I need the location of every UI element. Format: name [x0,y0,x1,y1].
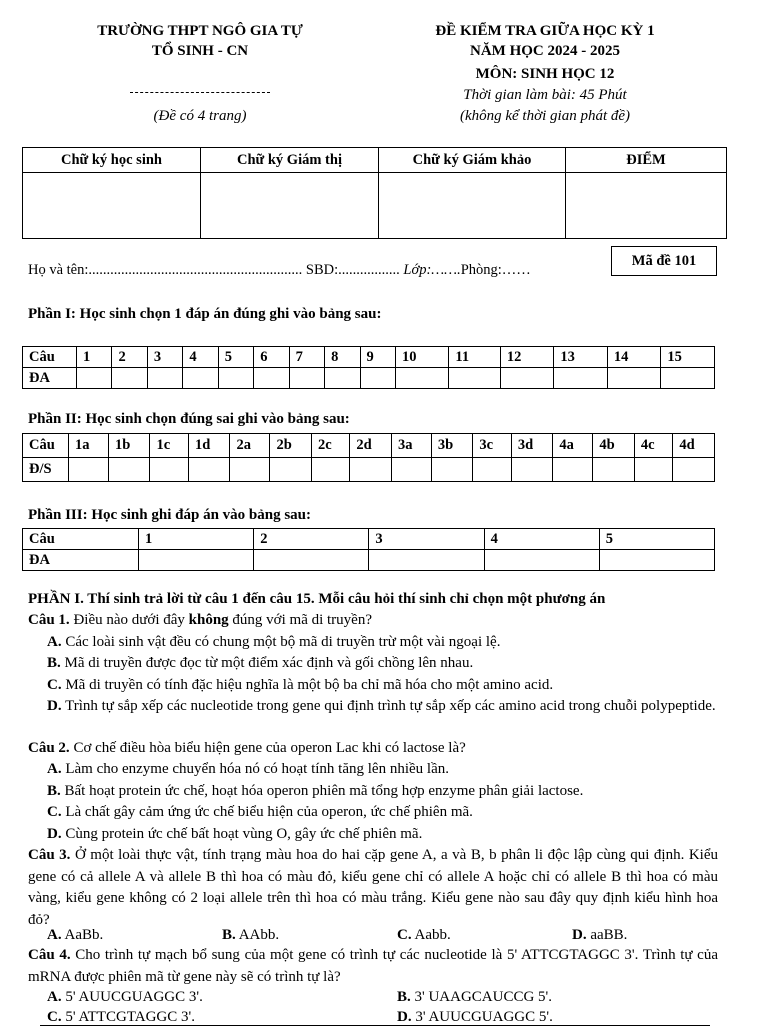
question-1-stem [28,610,718,632]
q3-option-a[interactable] [47,925,103,947]
part2-answer-cell[interactable] [108,458,150,482]
part2-col-header: 1d [188,434,230,458]
part2-answer-cell[interactable] [391,458,431,482]
option-text: Làm cho enzyme chuyển hóa nó có hoạt tính tăng lên nhiều lần. [65,761,449,777]
q1-stem-emphasis: không [188,612,229,628]
option-letter: B. [222,927,236,943]
part2-col-header: 3a [391,434,431,458]
subject: MÔN: SINH HỌC 12 [475,66,615,82]
q2-option-c[interactable] [47,802,473,824]
page-bottom-rule [40,1025,710,1026]
part1-col-header: 7 [289,347,324,368]
part1-answer-cell[interactable] [147,368,182,389]
part1-col-header: 13 [554,347,607,368]
question-2-stem [28,738,718,760]
part2-col-header: 4c [634,434,672,458]
part1-answer-label: ĐA [23,368,77,389]
exam-code-box: Mã đề 101 [611,246,717,276]
student-info-line [28,262,531,279]
question-3-stem [28,845,718,931]
part1-col-header: 4 [183,347,218,368]
exam-title: ĐỀ KIỂM TRA GIỮA HỌC KỲ 1 [435,23,655,39]
signature-table [22,147,727,239]
part3-answer-cell[interactable] [369,550,484,571]
q4-stem-text: Cho trình tự mạch bổ sung của một gene có trình tự các nucleotide là 5' ATTCGTAGGC 3'. Trình tự của mRNA được phiên mã từ gene này sẽ có trình tự là? [28,947,718,985]
q3-option-b[interactable] [222,925,279,947]
q3-stem-text: Ở một loài thực vật, tính trạng màu hoa do hai cặp gene A, a và B, b phân li độc lập cùng qui định. Kiểu gene có cả allele A và allele B thì hoa có màu đỏ, kiểu gene chỉ có allele A hoặc chỉ có allele B thì hoa có màu vàng, kiểu gene không có 2 loại allele trên thì hoa có màu trắng. Kiểu gene nào sau đây quy định kiểu hình hoa đỏ? [28,847,718,928]
option-letter: C. [47,804,62,820]
part1-answer-cell[interactable] [183,368,218,389]
part1-answer-cell[interactable] [395,368,448,389]
option-text: Trình tự sắp xếp các nucleotide trong gene qui định trình tự sắp xếp các amino acid trong chuỗi polypeptide. [65,698,716,714]
part1-col-header: 5 [218,347,253,368]
part1-col-header: 8 [325,347,360,368]
part2-col-header: 3d [511,434,553,458]
option-letter: D. [47,698,62,714]
part1-answer-cell[interactable] [360,368,395,389]
part2-col-header: 2d [350,434,392,458]
sig-header-grader: Chữ ký Giám khảo [379,148,566,173]
part3-col-header: 2 [254,529,369,550]
sbd-field[interactable]: SBD:................. [305,262,400,278]
option-letter: A. [47,927,62,943]
option-text: Cùng protein ức chế bất hoạt vùng O, gây ức chế phiên mã. [65,826,423,842]
part2-answer-cell[interactable] [673,458,715,482]
page-count: (Đề có 4 trang) [153,108,247,124]
q1-label: Câu 1. [28,612,70,628]
option-text: Aabb. [414,927,451,943]
part2-answer-cell[interactable] [69,458,109,482]
part3-answer-cell[interactable] [484,550,599,571]
part3-col-header: 1 [139,529,254,550]
part1-answer-cell[interactable] [218,368,253,389]
part1-col-header: 2 [112,347,147,368]
part2-answer-cell[interactable] [270,458,312,482]
part1-answer-cell[interactable] [554,368,607,389]
question-4-stem [28,945,718,988]
part2-answer-cell[interactable] [188,458,230,482]
exam-time-note: (không kể thời gian phát đề) [459,108,631,124]
q3-label: Câu 3. [28,847,71,863]
option-text: Là chất gây cảm ứng ức chế biểu hiện của operon, ức chế phiên mã. [65,804,473,820]
name-field[interactable]: Họ và tên:........................................................... [28,262,303,278]
part1-col-header: 11 [449,347,501,368]
option-text: AaBb. [64,927,104,943]
q1-option-b[interactable] [47,653,473,675]
option-letter: A. [47,761,62,777]
group-name: TỔ SINH - CN [151,43,249,59]
part1-answer-cell[interactable] [325,368,360,389]
option-text: 3' AUUCGUAGGC 5'. [415,1009,553,1025]
part2-answer-cell[interactable] [350,458,392,482]
class-field[interactable]: Lớp:……. [403,262,461,278]
option-letter: A. [47,634,62,650]
option-letter: D. [397,1009,412,1025]
part3-answer-label: ĐA [23,550,139,571]
q3-option-d[interactable] [572,925,627,947]
option-text: aaBB. [590,927,628,943]
option-letter: C. [47,1009,62,1025]
option-text: Mã di truyền có tính đặc hiệu nghĩa là một bộ ba chỉ mã hóa cho một amino acid. [65,677,554,693]
q4-option-a[interactable] [47,987,203,1009]
sig-cell-grader[interactable] [379,173,566,239]
q4-label: Câu 4. [28,947,71,963]
part2-answer-cell[interactable] [431,458,473,482]
part2-title: Phần II: Học sinh chọn đúng sai ghi vào bảng sau: [28,411,350,427]
part1-col-header: 3 [147,347,182,368]
part3-col-header: 5 [599,529,714,550]
part2-row-label: Câu [23,434,69,458]
q3-option-c[interactable] [397,925,451,947]
option-letter: C. [397,927,412,943]
part2-col-header: 4a [553,434,593,458]
option-letter: B. [47,655,61,671]
option-letter: D. [47,826,62,842]
q2-option-b[interactable] [47,781,583,803]
part3-answer-table [22,528,715,571]
part3-row-label: Câu [23,529,139,550]
part2-col-header: 1c [150,434,188,458]
option-text: Mã di truyền được đọc từ một điểm xác định và gối chồng lên nhau. [64,655,474,671]
q2-stem-text: Cơ chế điều hòa biểu hiện gene của operon Lac khi có lactose là? [69,740,466,756]
option-text: AAbb. [238,927,280,943]
part2-answer-cell[interactable] [150,458,188,482]
part2-col-header: 2c [311,434,349,458]
q2-option-a[interactable] [47,759,449,781]
part2-answer-table [22,433,715,482]
option-text: 3' UAAGCAUCCG 5'. [414,989,553,1005]
part2-col-header: 1b [108,434,150,458]
part2-answer-cell[interactable] [473,458,511,482]
part2-col-header: 2a [230,434,270,458]
sig-cell-student[interactable] [23,173,201,239]
option-text: 5' ATTCGTAGGC 3'. [65,1009,195,1025]
part1-row-label: Câu [23,347,77,368]
part2-col-header: 4d [673,434,715,458]
sig-header-student: Chữ ký học sinh [23,148,201,173]
part1-col-header: 10 [395,347,448,368]
q1-stem-part: đúng với mã di truyền? [228,612,372,628]
sig-header-score: ĐIỂM [566,148,727,173]
part3-title: Phần III: Học sinh ghi đáp án vào bảng sau: [28,507,312,523]
part3-col-header: 3 [369,529,484,550]
part2-answer-cell[interactable] [553,458,593,482]
part1-answer-cell[interactable] [289,368,324,389]
option-text: Các loài sinh vật đều có chung một bộ mã di truyền trừ một vài ngoại lệ. [65,634,501,650]
part3-col-header: 4 [484,529,599,550]
school-year: NĂM HỌC 2024 - 2025 [470,43,620,59]
part2-answer-cell[interactable] [230,458,270,482]
q2-option-d[interactable] [47,824,422,846]
part2-col-header: 4b [593,434,635,458]
part1-col-header: 6 [254,347,289,368]
option-letter: C. [47,677,62,693]
section1-instruction: PHẦN I. Thí sinh trả lời từ câu 1 đến câu 15. Mỗi câu hỏi thí sinh chỉ chọn một phương án [28,591,606,607]
q1-option-a[interactable] [47,632,500,654]
part1-col-header: 12 [500,347,553,368]
part2-col-header: 3b [431,434,473,458]
q4-option-b[interactable] [397,987,552,1009]
part1-answer-cell[interactable] [500,368,553,389]
part2-answer-cell[interactable] [593,458,635,482]
q1-stem-part: Điều nào dưới đây [69,612,189,628]
q1-option-c[interactable] [47,675,553,697]
room-field[interactable]: Phòng:…… [460,262,531,278]
option-letter: B. [47,783,61,799]
part3-answer-cell[interactable] [139,550,254,571]
sig-cell-score[interactable] [566,173,727,239]
q1-option-d[interactable] [28,696,718,718]
option-letter: D. [572,927,587,943]
part1-col-header: 14 [607,347,660,368]
part2-answer-cell[interactable] [311,458,349,482]
part2-answer-label: Đ/S [23,458,69,482]
part1-col-header: 1 [77,347,112,368]
part2-answer-cell[interactable] [511,458,553,482]
part1-answer-cell[interactable] [661,368,715,389]
part1-answer-cell[interactable] [449,368,501,389]
part1-answer-cell[interactable] [254,368,289,389]
option-text: Bất hoạt protein ức chế, hoạt hóa operon phiên mã tổng hợp enzyme phân giải lactose. [64,783,584,799]
sig-cell-proctor[interactable] [201,173,379,239]
school-name: TRƯỜNG THPT NGÔ GIA TỰ [97,23,303,39]
option-letter: A. [47,989,62,1005]
option-text: 5' AUUCGUAGGC 3'. [65,989,203,1005]
part1-title: Phần I: Học sinh chọn 1 đáp án đúng ghi vào bảng sau: [28,306,382,322]
divider [40,92,360,93]
q2-label: Câu 2. [28,740,70,756]
part1-col-header: 9 [360,347,395,368]
part3-answer-cell[interactable] [599,550,714,571]
part2-col-header: 3c [473,434,511,458]
part1-answer-cell[interactable] [77,368,112,389]
part2-col-header: 2b [270,434,312,458]
option-letter: B. [397,989,411,1005]
part2-col-header: 1a [69,434,109,458]
part1-answer-cell[interactable] [112,368,147,389]
part1-answer-table [22,346,715,389]
part1-answer-cell[interactable] [607,368,660,389]
part2-answer-cell[interactable] [634,458,672,482]
sig-header-proctor: Chữ ký Giám thị [201,148,379,173]
part3-answer-cell[interactable] [254,550,369,571]
part1-col-header: 15 [661,347,715,368]
exam-time: Thời gian làm bài: 45 Phút [463,87,627,103]
